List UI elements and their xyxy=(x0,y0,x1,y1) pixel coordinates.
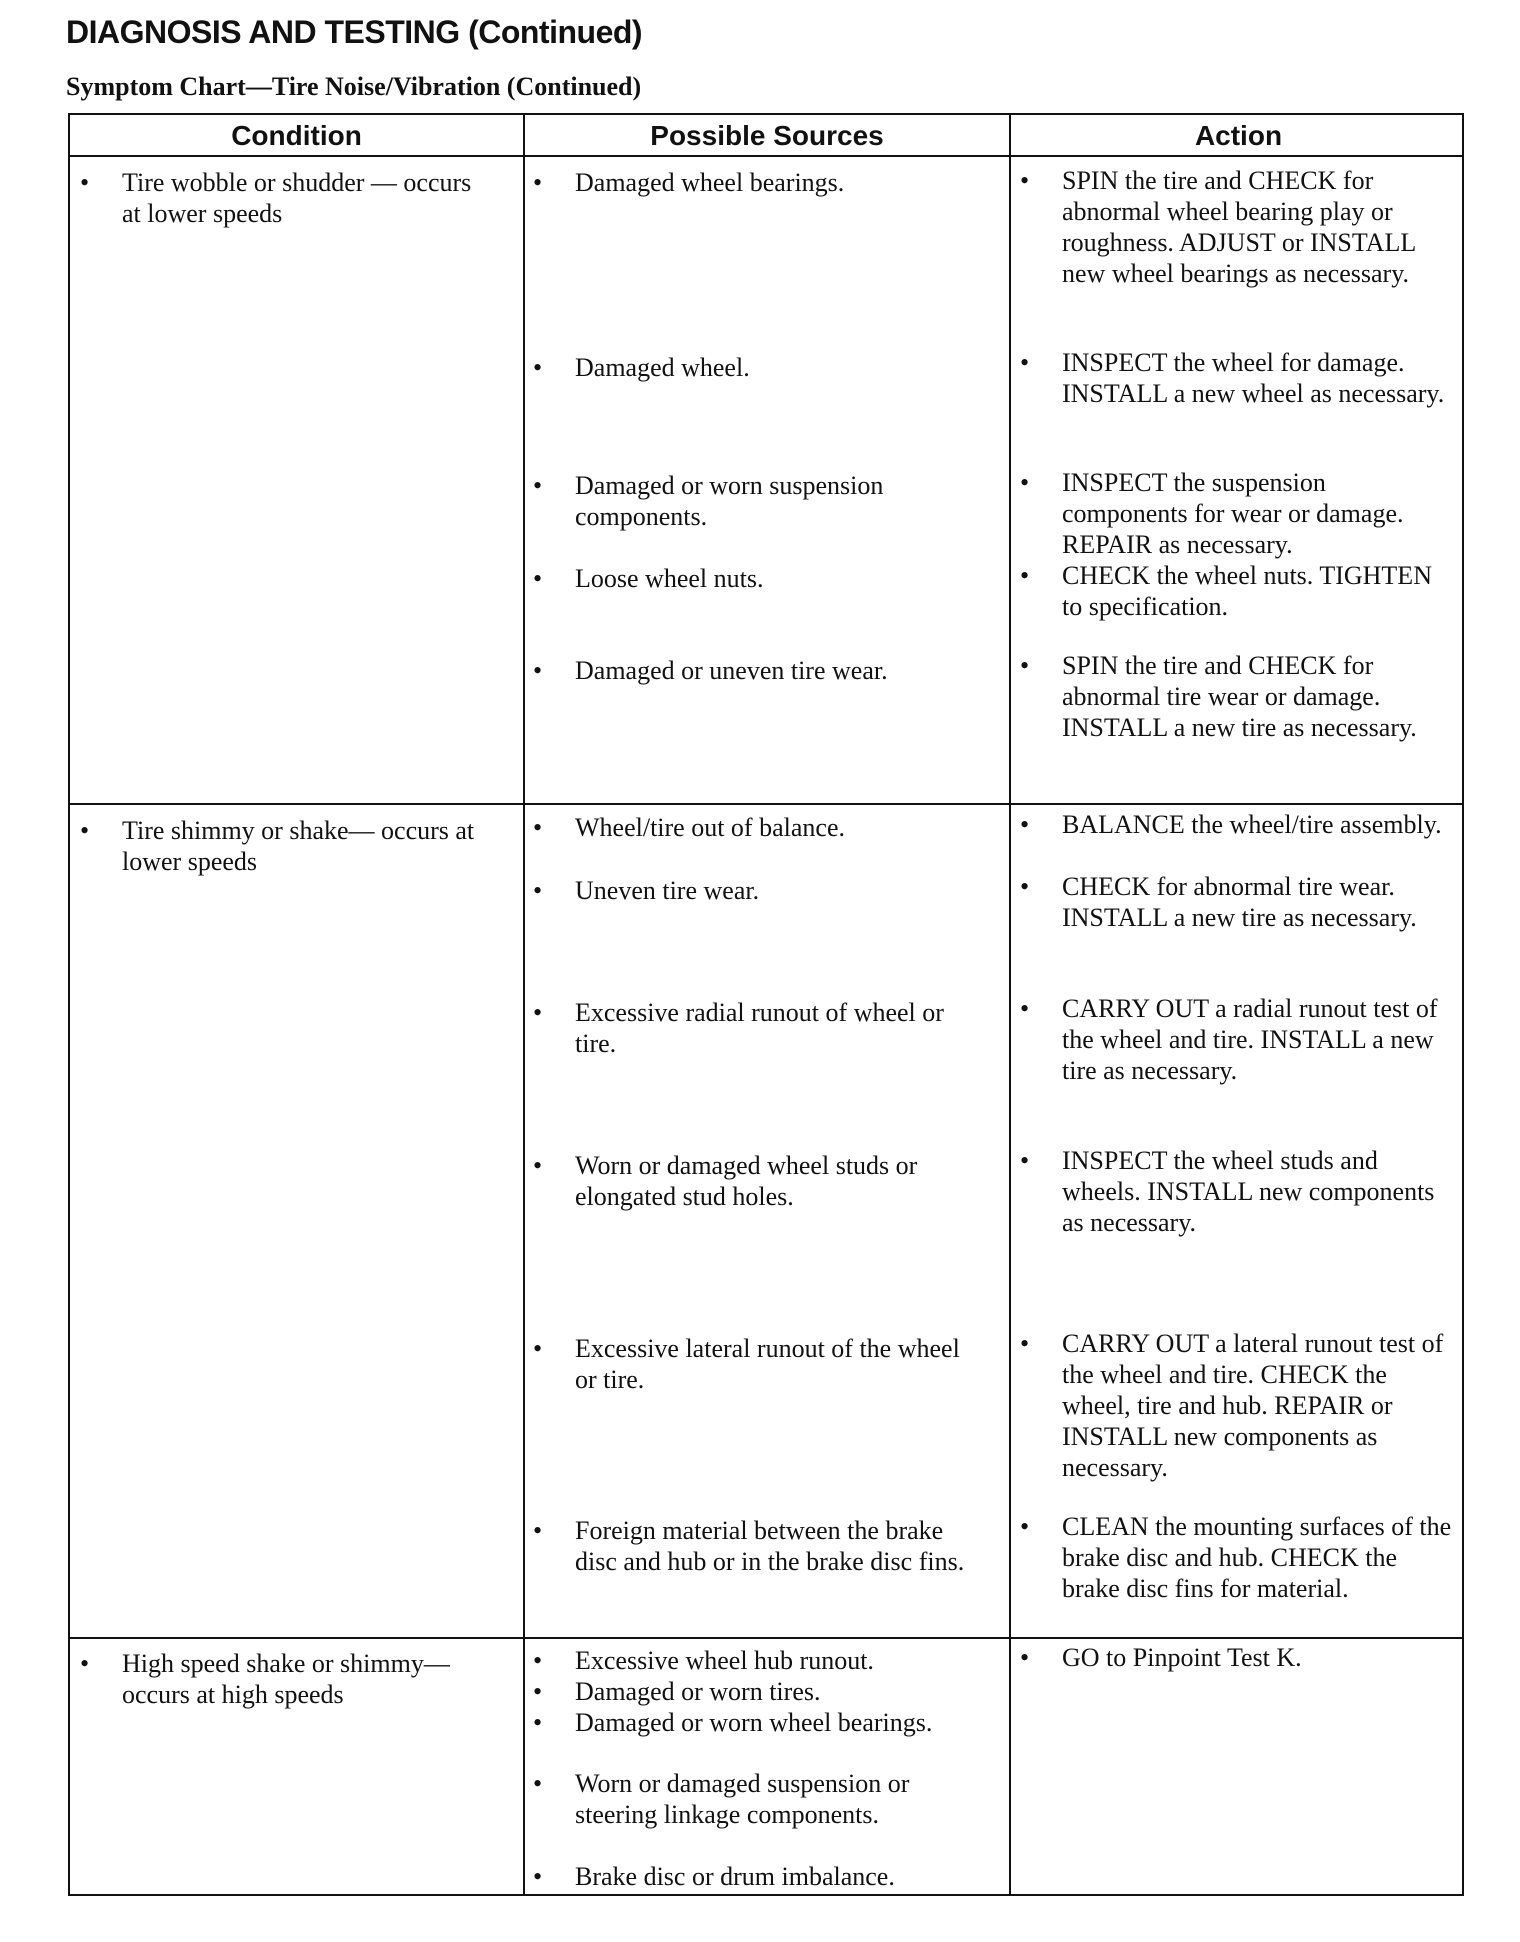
action-item xyxy=(1020,993,1455,1086)
condition-text: Tire wobble or shudder — occurs at lower speeds xyxy=(122,168,472,228)
condition-text: Tire shimmy or shake— occurs at lower speeds xyxy=(122,816,475,876)
column-divider xyxy=(523,115,525,1894)
bullet-icon: • xyxy=(80,1649,90,1678)
bullet-icon: • xyxy=(533,1677,543,1706)
action-item xyxy=(1020,871,1455,933)
source-text: Worn or damaged suspension or steering linkage components. xyxy=(575,1769,910,1829)
page-heading: DIAGNOSIS AND TESTING (Continued) xyxy=(66,14,643,50)
bullet-icon: • xyxy=(533,1646,543,1675)
bullet-icon: • xyxy=(533,471,543,500)
bullet-icon: • xyxy=(533,564,543,593)
bullet-icon: • xyxy=(1020,1329,1030,1358)
bullet-icon: • xyxy=(1020,810,1030,839)
action-item xyxy=(1020,467,1455,560)
bullet-icon: • xyxy=(533,1708,543,1737)
source-text: Damaged or worn suspension components. xyxy=(575,471,884,531)
action-item xyxy=(1020,347,1455,409)
source-item xyxy=(533,1861,973,1892)
action-item xyxy=(1020,165,1455,289)
symptom-chart-table xyxy=(68,113,1464,1896)
possible-sources-column-header: Possible Sources xyxy=(650,120,884,151)
action-text: CLEAN the mounting surfaces of the brake disc and hub. CHECK the brake disc fins for material. xyxy=(1062,1512,1452,1603)
source-item xyxy=(533,1333,973,1395)
bullet-icon: • xyxy=(533,353,543,382)
source-item xyxy=(533,352,973,383)
source-item xyxy=(533,1150,973,1212)
bullet-icon: • xyxy=(533,813,543,842)
action-text: SPIN the tire and CHECK for abnormal tire wear or damage. INSTALL a new tire as necessary. xyxy=(1062,651,1417,742)
bullet-icon: • xyxy=(533,168,543,197)
action-text: INSPECT the wheel for damage. INSTALL a new wheel as necessary. xyxy=(1062,348,1445,408)
action-item xyxy=(1020,1642,1455,1673)
action-item xyxy=(1020,1328,1455,1483)
bullet-icon: • xyxy=(1020,651,1030,680)
source-text: Excessive radial runout of wheel or tire. xyxy=(575,998,944,1058)
bullet-icon: • xyxy=(1020,1643,1030,1672)
condition-column-header: Condition xyxy=(231,120,362,151)
bullet-icon: • xyxy=(533,1769,543,1798)
source-text: Uneven tire wear. xyxy=(575,876,760,905)
action-text: CHECK the wheel nuts. TIGHTEN to specification. xyxy=(1062,561,1432,621)
action-text: CARRY OUT a radial runout test of the wheel and tire. INSTALL a new tire as necessary. xyxy=(1062,994,1438,1085)
bullet-icon: • xyxy=(533,876,543,905)
row-divider xyxy=(70,803,1462,805)
bullet-icon: • xyxy=(1020,1512,1030,1541)
source-item xyxy=(533,470,973,532)
source-text: Damaged or worn wheel bearings. xyxy=(575,1708,933,1737)
action-text: CARRY OUT a lateral runout test of the wheel and tire. CHECK the wheel, tire and hub. REPAIR or INSTALL new components as necessary. xyxy=(1062,1329,1444,1482)
bullet-icon: • xyxy=(533,998,543,1027)
source-text: Damaged or uneven tire wear. xyxy=(575,656,888,685)
source-item xyxy=(533,1645,973,1676)
action-column-header: Action xyxy=(1194,120,1283,151)
bullet-icon: • xyxy=(533,1862,543,1891)
source-item xyxy=(533,167,973,198)
bullet-icon: • xyxy=(1020,872,1030,901)
condition-cell xyxy=(80,1648,480,1710)
source-item xyxy=(533,563,973,594)
source-text: Excessive lateral runout of the wheel or tire. xyxy=(575,1334,960,1394)
source-text: Damaged wheel bearings. xyxy=(575,168,845,197)
source-item xyxy=(533,1515,973,1577)
bullet-icon: • xyxy=(533,1516,543,1545)
source-text: Brake disc or drum imbalance. xyxy=(575,1862,895,1891)
bullet-icon: • xyxy=(1020,348,1030,377)
condition-cell xyxy=(80,815,500,877)
chart-title: Symptom Chart—Tire Noise/Vibration (Continued) xyxy=(66,72,642,101)
source-item xyxy=(533,875,973,906)
action-item xyxy=(1020,560,1455,622)
source-item xyxy=(533,997,973,1059)
source-text: Excessive wheel hub runout. xyxy=(575,1646,874,1675)
source-text: Loose wheel nuts. xyxy=(575,564,764,593)
action-text: CHECK for abnormal tire wear. INSTALL a new tire as necessary. xyxy=(1062,872,1417,932)
source-item xyxy=(533,1676,973,1707)
source-text: Damaged wheel. xyxy=(575,353,750,382)
action-text: INSPECT the wheel studs and wheels. INSTALL new components as necessary. xyxy=(1062,1146,1435,1237)
action-item xyxy=(1020,650,1455,743)
bullet-icon: • xyxy=(533,1334,543,1363)
bullet-icon: • xyxy=(80,168,90,197)
action-item xyxy=(1020,1145,1455,1238)
source-text: Foreign material between the brake disc and hub or in the brake disc fins. xyxy=(575,1516,965,1576)
condition-cell xyxy=(80,167,480,229)
bullet-icon: • xyxy=(1020,166,1030,195)
bullet-icon: • xyxy=(533,1151,543,1180)
bullet-icon: • xyxy=(1020,994,1030,1023)
bullet-icon: • xyxy=(80,816,90,845)
action-item xyxy=(1020,1511,1455,1604)
bullet-icon: • xyxy=(1020,561,1030,590)
bullet-icon: • xyxy=(533,656,543,685)
bullet-icon: • xyxy=(1020,468,1030,497)
source-item xyxy=(533,1707,933,1738)
row-divider xyxy=(70,1637,1462,1639)
condition-text: High speed shake or shimmy—occurs at high speeds xyxy=(122,1649,450,1709)
source-item xyxy=(533,812,973,843)
source-item xyxy=(533,1768,953,1830)
action-text: BALANCE the wheel/tire assembly. xyxy=(1062,810,1442,839)
action-text: SPIN the tire and CHECK for abnormal wheel bearing play or roughness. ADJUST or INSTALL new wheel bearings as necessary. xyxy=(1062,166,1416,288)
source-text: Damaged or worn tires. xyxy=(575,1677,821,1706)
source-text: Worn or damaged wheel studs or elongated stud holes. xyxy=(575,1151,918,1211)
action-text: GO to Pinpoint Test K. xyxy=(1062,1643,1302,1672)
action-text: INSPECT the suspension components for wear or damage. REPAIR as necessary. xyxy=(1062,468,1404,559)
bullet-icon: • xyxy=(1020,1146,1030,1175)
action-item xyxy=(1020,809,1455,840)
source-text: Wheel/tire out of balance. xyxy=(575,813,845,842)
source-item xyxy=(533,655,973,686)
column-divider xyxy=(1009,115,1011,1894)
